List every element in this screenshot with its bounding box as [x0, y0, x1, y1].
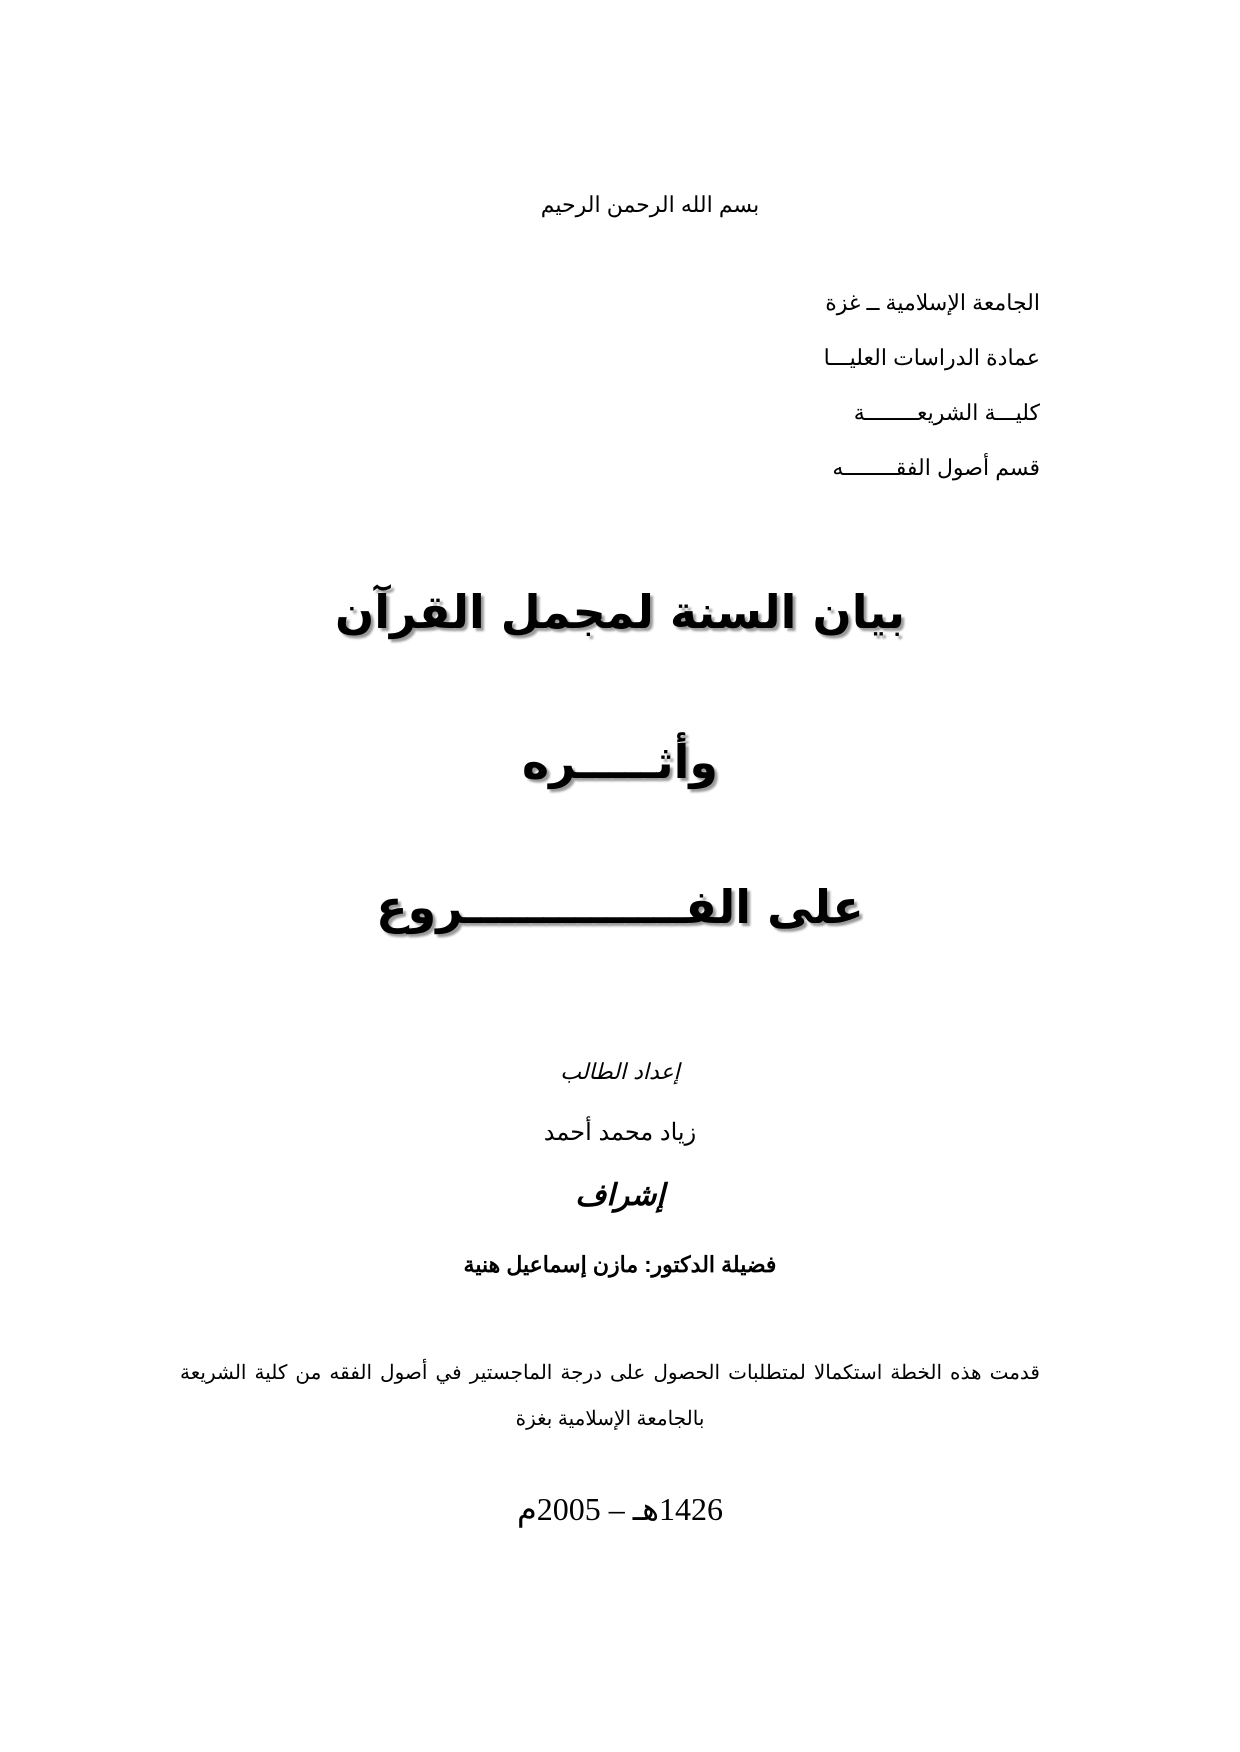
- thesis-title-line-2: وأثـــــره: [521, 735, 719, 789]
- institution-department: قسم أصول الفقــــــــه: [832, 455, 1040, 480]
- prepared-by-label: إعداد الطالب: [560, 1060, 680, 1085]
- supervisor-name: فضيلة الدكتور: مازن إسماعيل هنية: [463, 1252, 777, 1277]
- submission-statement: قدمت هذه الخطة استكمالا لمتطلبات الحصول على درجة الماجستير في أصول الفقه من كلية الشريعة بالجامعة الإسلامية بغزة: [180, 1362, 1040, 1430]
- thesis-title-line-1: بيان السنة لمجمل القرآن: [334, 585, 906, 639]
- supervision-label: إشراف: [575, 1178, 665, 1213]
- student-name: زياد محمد أحمد: [543, 1119, 697, 1146]
- date-line: 1426هـ – 2005م: [516, 1491, 724, 1527]
- institution-faculty: كليـــة الشريعــــــــة: [853, 400, 1040, 425]
- thesis-title-line-3: على الفــــــــــــــروع: [376, 880, 864, 934]
- institution-university: الجامعة الإسلامية ــ غزة: [825, 290, 1040, 315]
- basmala: بسم الله الرحمن الرحيم: [540, 192, 760, 217]
- institution-deanship: عمادة الدراسات العليـــا: [823, 345, 1040, 370]
